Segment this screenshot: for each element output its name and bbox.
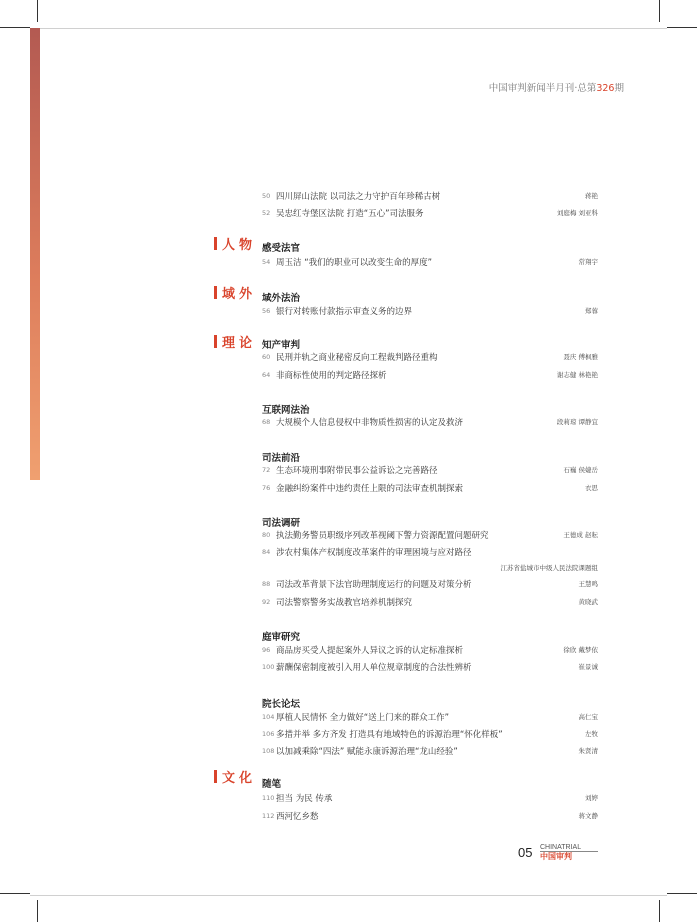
page-number: 72 bbox=[262, 465, 271, 474]
article-title: 担当 为民 传承 bbox=[276, 793, 333, 804]
toc-entry[interactable] bbox=[262, 643, 598, 656]
article-author: 刘婷 bbox=[585, 794, 598, 802]
sidebar-color-strip bbox=[30, 28, 40, 480]
article-author: 刘庭梅 刘亚科 bbox=[556, 209, 598, 217]
article-title: 涉农村集体产权制度改革案件的审理困境与应对路径 bbox=[276, 547, 472, 558]
article-title: 非商标性使用的判定路径探析 bbox=[276, 370, 387, 381]
toc-entry[interactable] bbox=[262, 545, 598, 558]
crop-mark bbox=[37, 900, 38, 922]
article-author: 谢志健 林艳艳 bbox=[556, 371, 598, 379]
crop-mark bbox=[667, 893, 697, 894]
crop-mark bbox=[667, 27, 697, 28]
page-number: 80 bbox=[262, 530, 271, 539]
article-author: 王德成 赵耘 bbox=[563, 531, 598, 539]
toc-entry[interactable] bbox=[262, 255, 598, 268]
issue-prefix: ·总第 bbox=[574, 83, 597, 94]
article-title: 商品房买受人提起案外人异议之诉的认定标准探析 bbox=[276, 645, 464, 656]
running-header bbox=[474, 80, 624, 94]
category-bar bbox=[214, 770, 217, 783]
article-author: 黄晓武 bbox=[578, 598, 598, 606]
page-number: 60 bbox=[262, 352, 271, 361]
crop-mark bbox=[0, 27, 30, 28]
article-author: 石巍 侯婕岳 bbox=[563, 466, 598, 474]
crop-mark bbox=[659, 0, 660, 22]
article-author: 聂庆 傅枫雅 bbox=[563, 353, 598, 361]
page-number-footer: 05 bbox=[518, 845, 533, 860]
page-number: 106 bbox=[262, 729, 275, 738]
toc-entry[interactable] bbox=[262, 189, 598, 202]
article-author: 左牧 bbox=[585, 730, 598, 738]
article-author: 王慧鸣 bbox=[578, 580, 598, 588]
toc-entry[interactable] bbox=[262, 744, 598, 757]
article-author: 常翔宇 bbox=[578, 258, 598, 266]
brand-logo: 中国审判 bbox=[540, 852, 572, 861]
toc-entry[interactable] bbox=[262, 206, 598, 219]
article-title: 司法改革背景下法官助理制度运行的问题及对策分析 bbox=[276, 579, 472, 590]
article-affiliation: 江苏省盐城市中级人民法院课题组 bbox=[500, 564, 598, 572]
article-author: 蒋文静 bbox=[578, 812, 598, 820]
crop-mark bbox=[37, 0, 38, 22]
category-bar bbox=[214, 335, 217, 348]
page-number: 100 bbox=[262, 662, 275, 671]
page-number: 52 bbox=[262, 208, 271, 217]
article-title: 执法勤务警员职级序列改革视阈下警力资源配置问题研究 bbox=[276, 530, 489, 541]
toc-entry[interactable] bbox=[262, 577, 598, 590]
article-author: 段莉琼 谭静宜 bbox=[556, 418, 598, 426]
article-title: 民刑并轨之商业秘密反向工程裁判路径重构 bbox=[276, 352, 438, 363]
category-abroad bbox=[214, 284, 256, 300]
page-number: 104 bbox=[262, 712, 275, 721]
article-author: 蒋艳 bbox=[585, 192, 598, 200]
category-people bbox=[214, 235, 256, 251]
page-number: 96 bbox=[262, 645, 271, 654]
toc-entry[interactable] bbox=[262, 727, 598, 740]
page-number: 54 bbox=[262, 257, 271, 266]
article-title: 以加减乘除“四法” 赋能永康诉源治理“龙山经验” bbox=[276, 746, 458, 757]
page-number: 112 bbox=[262, 811, 275, 820]
section-title: 随笔 bbox=[262, 779, 282, 790]
toc-entry[interactable] bbox=[262, 304, 598, 317]
page-number: 56 bbox=[262, 306, 271, 315]
article-title: 生态环境刑事附带民事公益诉讼之完善路径 bbox=[276, 465, 438, 476]
article-title: 吴忠红寺堡区法院 打造“五心”司法服务 bbox=[276, 208, 424, 219]
page-number: 92 bbox=[262, 597, 271, 606]
category-culture bbox=[214, 768, 256, 784]
toc-entry[interactable] bbox=[262, 660, 598, 673]
toc-entry[interactable] bbox=[262, 368, 598, 381]
page-number: 50 bbox=[262, 191, 271, 200]
article-title: 金融纠纷案件中违约责任上限的司法审查机制探索 bbox=[276, 483, 464, 494]
category-label: 文化 bbox=[222, 770, 257, 786]
category-theory bbox=[214, 333, 256, 349]
article-author: 高仁宝 bbox=[578, 713, 598, 721]
category-label: 理论 bbox=[222, 335, 257, 351]
toc-entry[interactable] bbox=[262, 791, 598, 804]
section-title: 互联网法治 bbox=[262, 405, 310, 416]
page-number: 84 bbox=[262, 547, 271, 556]
article-title: 多措并举 多方齐发 打造具有地域特色的诉源治理“怀化样板” bbox=[276, 729, 503, 740]
category-bar bbox=[214, 237, 217, 250]
page-number: 68 bbox=[262, 417, 271, 426]
section-title: 域外法治 bbox=[262, 293, 301, 304]
section-title: 司法前沿 bbox=[262, 453, 301, 464]
article-author: 徐欣 戴梦依 bbox=[563, 646, 598, 654]
journal-name: 中国审判新闻半月刊 bbox=[488, 83, 575, 94]
crop-mark bbox=[659, 900, 660, 922]
article-title: 薪酬保密制度被引入用人单位规章制度的合法性辨析 bbox=[276, 662, 472, 673]
article-author: 郑蓉 bbox=[585, 307, 598, 315]
page-number: 76 bbox=[262, 483, 271, 492]
toc-entry[interactable] bbox=[262, 415, 598, 428]
crop-mark bbox=[0, 893, 30, 894]
article-author: 衣思 bbox=[585, 484, 598, 492]
article-title: 银行对转账付款指示审查义务的边界 bbox=[276, 306, 413, 317]
toc-entry[interactable] bbox=[262, 528, 598, 541]
page-number: 88 bbox=[262, 579, 271, 588]
article-title: 大规模个人信息侵权中非物质性损害的认定及救济 bbox=[276, 417, 464, 428]
section-title: 感受法官 bbox=[262, 243, 301, 254]
brand-english: CHINATRIAL bbox=[540, 844, 582, 851]
page-frame bbox=[30, 28, 667, 896]
toc-entry[interactable] bbox=[262, 481, 598, 494]
toc-entry[interactable] bbox=[262, 710, 598, 723]
section-title: 院长论坛 bbox=[262, 699, 301, 710]
article-title: 厚植人民情怀 全力做好“送上门来的群众工作” bbox=[276, 712, 450, 723]
toc-entry[interactable] bbox=[262, 350, 598, 363]
article-author: 崔景诚 bbox=[578, 663, 598, 671]
article-title: 西河忆乡愁 bbox=[276, 811, 319, 822]
issue-suffix: 期 bbox=[614, 83, 624, 94]
article-title: 司法警察警务实战教官培养机制探究 bbox=[276, 597, 413, 608]
category-label: 人物 bbox=[222, 237, 257, 253]
section-title: 司法调研 bbox=[262, 518, 301, 529]
page-number: 108 bbox=[262, 746, 275, 755]
toc-entry[interactable] bbox=[262, 809, 598, 822]
category-label: 域外 bbox=[222, 286, 257, 302]
section-title: 知产审判 bbox=[262, 340, 301, 351]
article-title: 周玉洁 “我们的职业可以改变生命的厚度” bbox=[276, 257, 433, 268]
toc-entry[interactable] bbox=[262, 463, 598, 476]
article-title: 四川屏山法院 以司法之力守护百年珍稀古树 bbox=[276, 191, 441, 202]
page-number: 110 bbox=[262, 793, 275, 802]
issue-number: 326 bbox=[596, 83, 615, 94]
page-number: 64 bbox=[262, 370, 271, 379]
toc-entry[interactable] bbox=[262, 595, 598, 608]
section-title: 庭审研究 bbox=[262, 632, 301, 643]
category-bar bbox=[214, 286, 217, 299]
article-author: 朱贤清 bbox=[578, 747, 598, 755]
